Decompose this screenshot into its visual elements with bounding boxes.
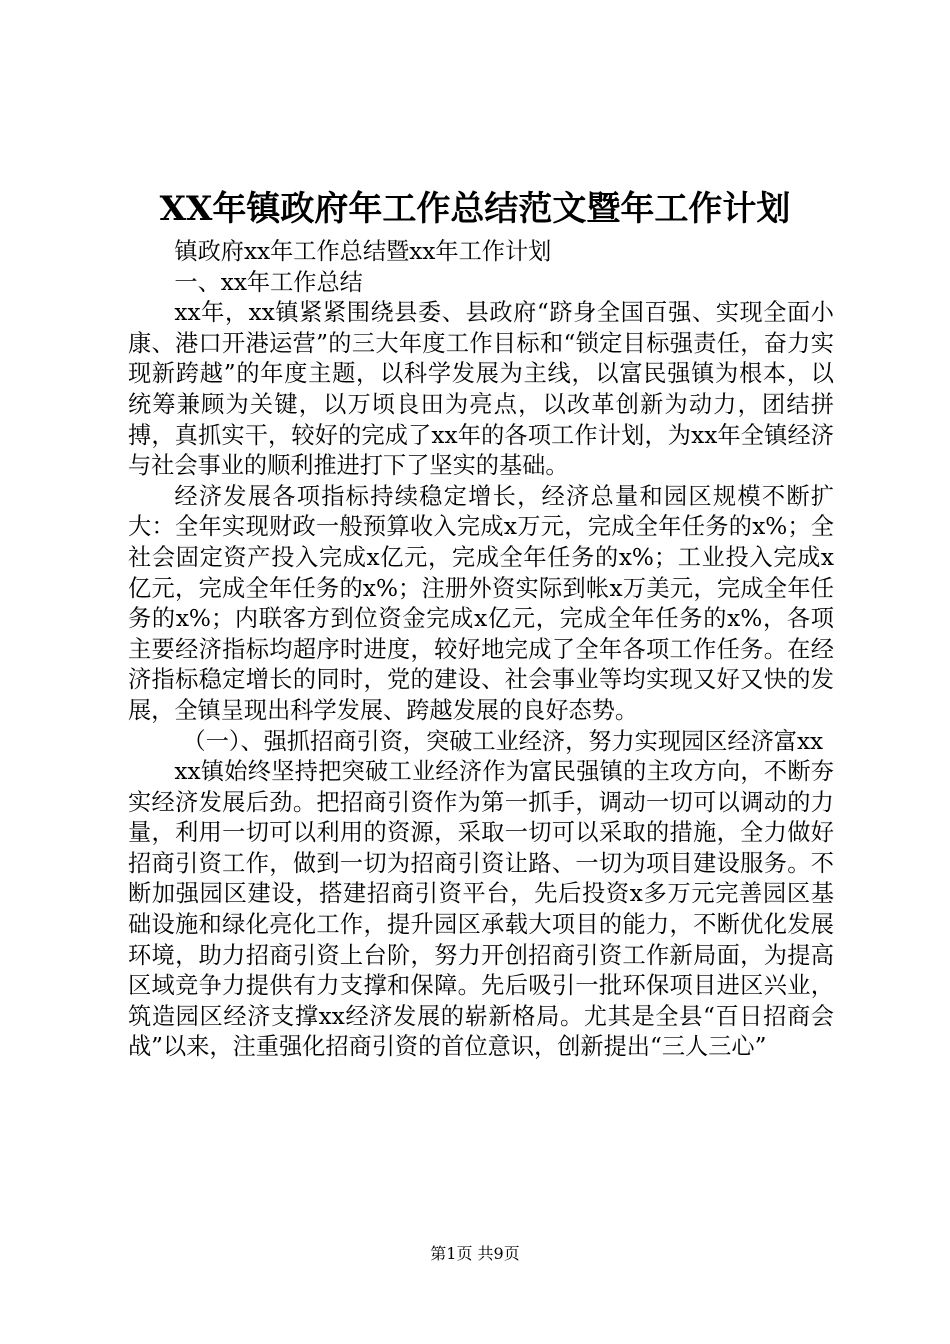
page-number-footer: 第1页 共9页 <box>430 1244 520 1263</box>
document-title: XX年镇政府年工作总结范文暨年工作计划 <box>159 189 791 229</box>
paragraph-economic-indicators: 经济发展各项指标持续稳定增长，经济总量和园区规模不断扩大：全年实现财政一般预算收入完成x万元，完成全年任务的x%；全社会固定资产投入完成x亿元，完成全年任务的x%；工业投入完成x亿元，完成全年任务的x%；注册外资实际到帐x万美元，完成全年任务的x%；内联客方到位资金完成x亿元，完成全年任务的x%，各项主要经济指标均超序时进度，较好地完成了全年各项工作任务。在经济指标稳定增长的同时，党的建设、社会事业等均实现又好又快的发展，全镇呈现出科学发展、跨越发展的良好态势。 <box>128 482 834 724</box>
paragraph-section-heading: 一、xx年工作总结 <box>174 268 363 296</box>
document-body <box>128 237 834 1063</box>
paragraph-subtitle: 镇政府xx年工作总结暨xx年工作计划 <box>174 238 552 265</box>
paragraph-investment: xx镇始终坚持把突破工业经济作为富民强镇的主攻方向，不断夯实经济发展后劲。把招商引资作为第一抓手，调动一切可以调动的力量，利用一切可以利用的资源，采取一切可以采取的措施，全力做好招商引资工作，做到一切为招商引资让路、一切为项目建设服务。不断加强园区建设，搭建招商引资平台，先后投资x多万元完善园区基础设施和绿化亮化工作，提升园区承载大项目的能力，不断优化发展环境，助力招商引资上台阶，努力开创招商引资工作新局面，为提高区域竞争力提供有力支撑和保障。先后吸引一批环保项目进区兴业，筑造园区经济支撑xx经济发展的崭新格局。尤其是全县“百日招商会战”以来，注重强化招商引资的首位意识，创新提出“三人三心” <box>128 758 834 1061</box>
paragraph-subsection-heading: （一）、强抓招商引资，突破工业经济，努力实现园区经济富xx <box>182 727 824 755</box>
paragraph-intro: xx年，xx镇紧紧围绕县委、县政府“跻身全国百强、实现全面小康、港口开港运营”的三大年度工作目标和“锁定目标强责任，奋力实现新跨越”的年度主题，以科学发展为主线，以富民强镇为根本，以统筹兼顾为关键，以万顷良田为亮点，以改革创新为动力，团结拼搏，真抓实干，较好的完成了xx年的各项工作计划，为xx年全镇经济与社会事业的顺利推进打下了坚实的基础。 <box>128 299 834 480</box>
